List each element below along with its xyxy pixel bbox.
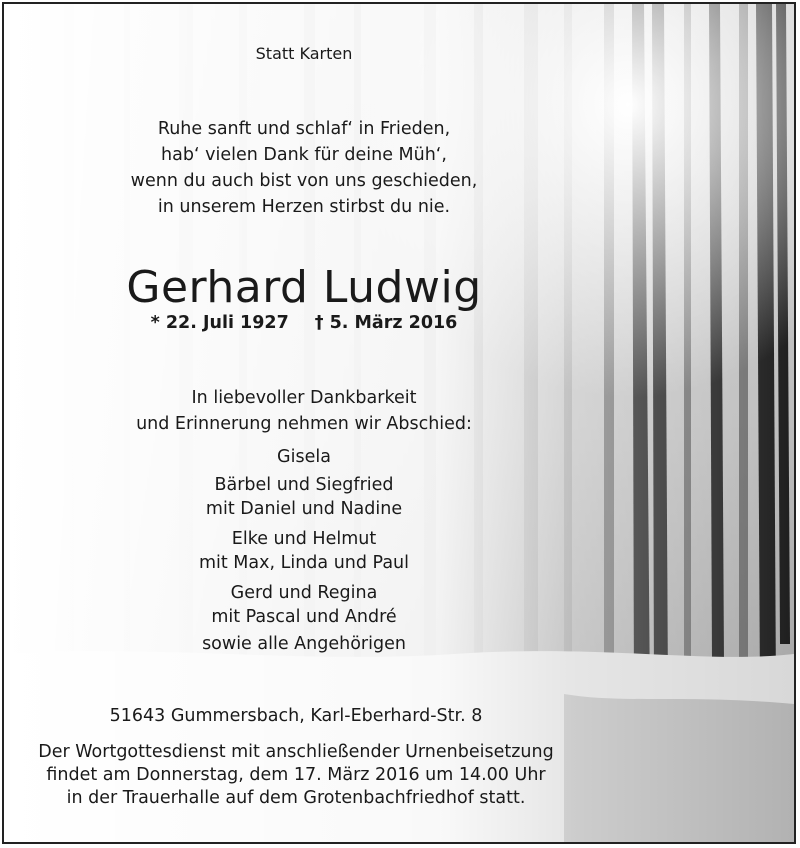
poem-line: hab‘ vielen Dank für deine Müh‘, xyxy=(161,145,447,165)
header-statt-karten: Statt Karten xyxy=(255,44,353,63)
farewell-text xyxy=(4,385,604,437)
family-line: Bärbel und Siegfried xyxy=(214,475,394,495)
text-column xyxy=(4,4,604,842)
life-dates xyxy=(4,313,604,333)
farewell-line: In liebevoller Dankbarkeit xyxy=(191,388,417,408)
family-line: mit Max, Linda und Paul xyxy=(198,553,410,573)
poem xyxy=(4,116,604,220)
service-line: findet am Donnerstag, dem 17. März 2016 um 14.00 Uhr xyxy=(46,765,546,785)
birth-date: * 22. Juli 1927 xyxy=(150,313,289,333)
death-date: † 5. März 2016 xyxy=(314,313,458,333)
service-info xyxy=(2,741,596,810)
farewell-line: und Erinnerung nehmen wir Abschied: xyxy=(136,414,472,434)
family-group xyxy=(4,473,604,521)
family-group xyxy=(4,581,604,629)
family-spouse: Gisela xyxy=(277,447,331,467)
family-line: Elke und Helmut xyxy=(231,529,377,549)
family-line: mit Pascal und André xyxy=(211,607,397,627)
poem-line: wenn du auch bist von uns geschieden, xyxy=(130,171,478,191)
service-line: Der Wortgottesdienst mit anschließender Urnenbeisetzung xyxy=(38,742,554,762)
obituary-card xyxy=(2,2,796,844)
deceased-name: Gerhard Ludwig xyxy=(126,262,482,313)
service-line: in der Trauerhalle auf dem Grotenbachfriedhof statt. xyxy=(66,788,526,808)
family-line: mit Daniel und Nadine xyxy=(205,499,403,519)
family-line: Gerd und Regina xyxy=(230,583,378,603)
address: 51643 Gummersbach, Karl-Eberhard-Str. 8 xyxy=(109,706,483,726)
poem-line: in unserem Herzen stirbst du nie. xyxy=(157,197,451,217)
poem-line: Ruhe sanft und schlaf‘ in Frieden, xyxy=(157,119,451,139)
family-group xyxy=(4,527,604,575)
family-others: sowie alle Angehörigen xyxy=(202,634,406,654)
